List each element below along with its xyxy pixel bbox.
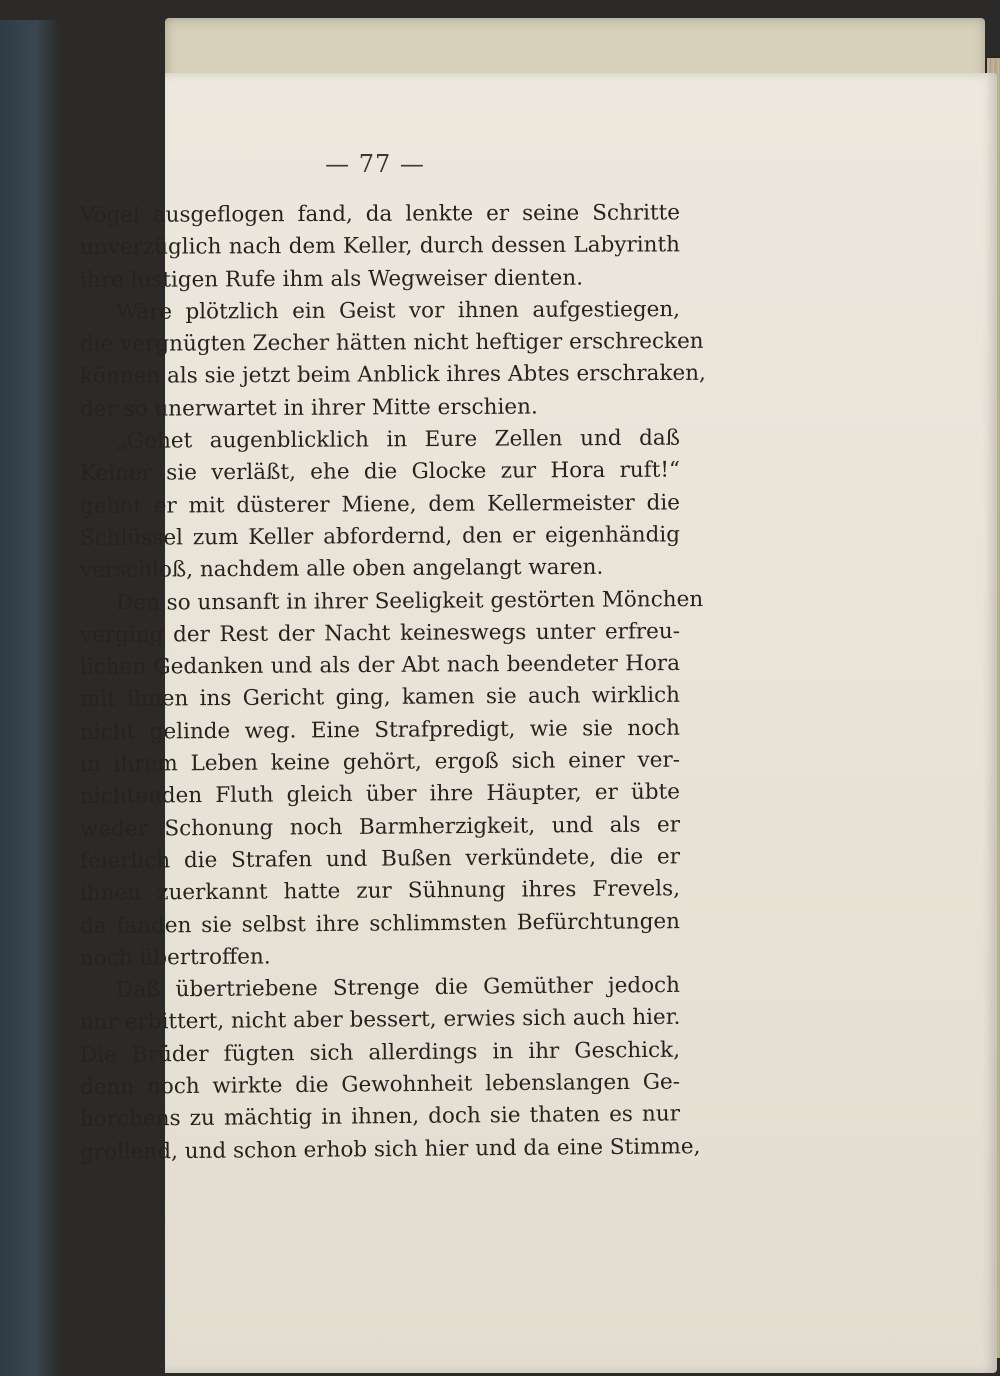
text-line: lichen Gedanken und als der Abt nach beendeter Hora <box>79 651 681 681</box>
text-line: der so unerwartet in ihrer Mitte erschien. <box>79 394 538 422</box>
text-line: denn noch wirkte die Gewohnheit lebenslangen Ge- <box>79 1069 681 1101</box>
page-number: — 77 — <box>325 150 425 178</box>
text-line: verging der Rest der Nacht keineswegs unter erfreu- <box>79 618 681 648</box>
text-line: Den so unsanft in ihrer Seeligkeit gestörten Mönchen <box>115 586 704 616</box>
text-line: noch übertroffen. <box>79 944 271 971</box>
body-text <box>79 200 706 1169</box>
text-line: grollend, und schon erhob sich hier und da eine Stimme, <box>79 1133 701 1165</box>
text-line: horchens zu mächtig in ihnen, doch sie thaten es nur <box>79 1101 681 1133</box>
text-line: „Gehet augenblicklich in Eure Zellen und daß <box>115 425 681 454</box>
text-line: weder Schonung noch Barmherzigkeit, und als er <box>79 812 681 842</box>
text-line: unverzüglich nach dem Keller, durch dessen Labyrinth <box>79 232 681 261</box>
text-line: nicht gelinde weg. Eine Strafpredigt, wie sie noch <box>79 715 681 745</box>
text-line: nur erbittert, nicht aber bessert, erwies sich auch hier. <box>79 1005 681 1036</box>
text-line: nichtenden Fluth gleich über ihre Häupter, er übte <box>79 779 681 810</box>
text-line: verschloß, nachdem alle oben angelangt waren. <box>79 554 604 584</box>
text-line: Daß übertriebene Strenge die Gemüther jedoch <box>115 972 681 1003</box>
text-line: mit ihnen ins Gericht ging, kamen sie auch wirklich <box>79 683 681 713</box>
book-binding <box>0 20 60 1376</box>
text-line: ihnen zuerkannt hatte zur Sühnung ihres Frevels, <box>79 876 681 907</box>
text-line: Wäre plötzlich ein Geist vor ihnen aufgestiegen, <box>115 296 681 325</box>
text-line: in ihrem Leben keine gehört, ergoß sich einer ver- <box>79 747 681 778</box>
text-line: Schlüssel zum Keller abfordernd, den er eigenhändig <box>79 522 681 551</box>
text-line: Vögel ausgeflogen fand, da lenkte er seine Schritte <box>79 200 681 228</box>
text-line: Die Brüder fügten sich allerdings in ihr Geschick, <box>79 1037 681 1068</box>
text-line: ihre lustigen Rufe ihm als Wegweiser dienten. <box>79 265 584 293</box>
text-line: die vergnügten Zecher hätten nicht heftiger erschrecken <box>79 329 704 358</box>
text-line: gebot er mit düsterer Miene, dem Kellermeister die <box>79 490 681 519</box>
text-line: Keiner sie verläßt, ehe die Glocke zur Hora ruft!“ <box>79 457 681 487</box>
text-line: können als sie jetzt beim Anblick ihres Abtes erschraken, <box>79 361 706 390</box>
text-line: feierlich die Strafen und Bußen verkündete, die er <box>79 844 681 874</box>
text-line: da fanden sie selbst ihre schlimmsten Befürchtungen <box>79 908 681 939</box>
